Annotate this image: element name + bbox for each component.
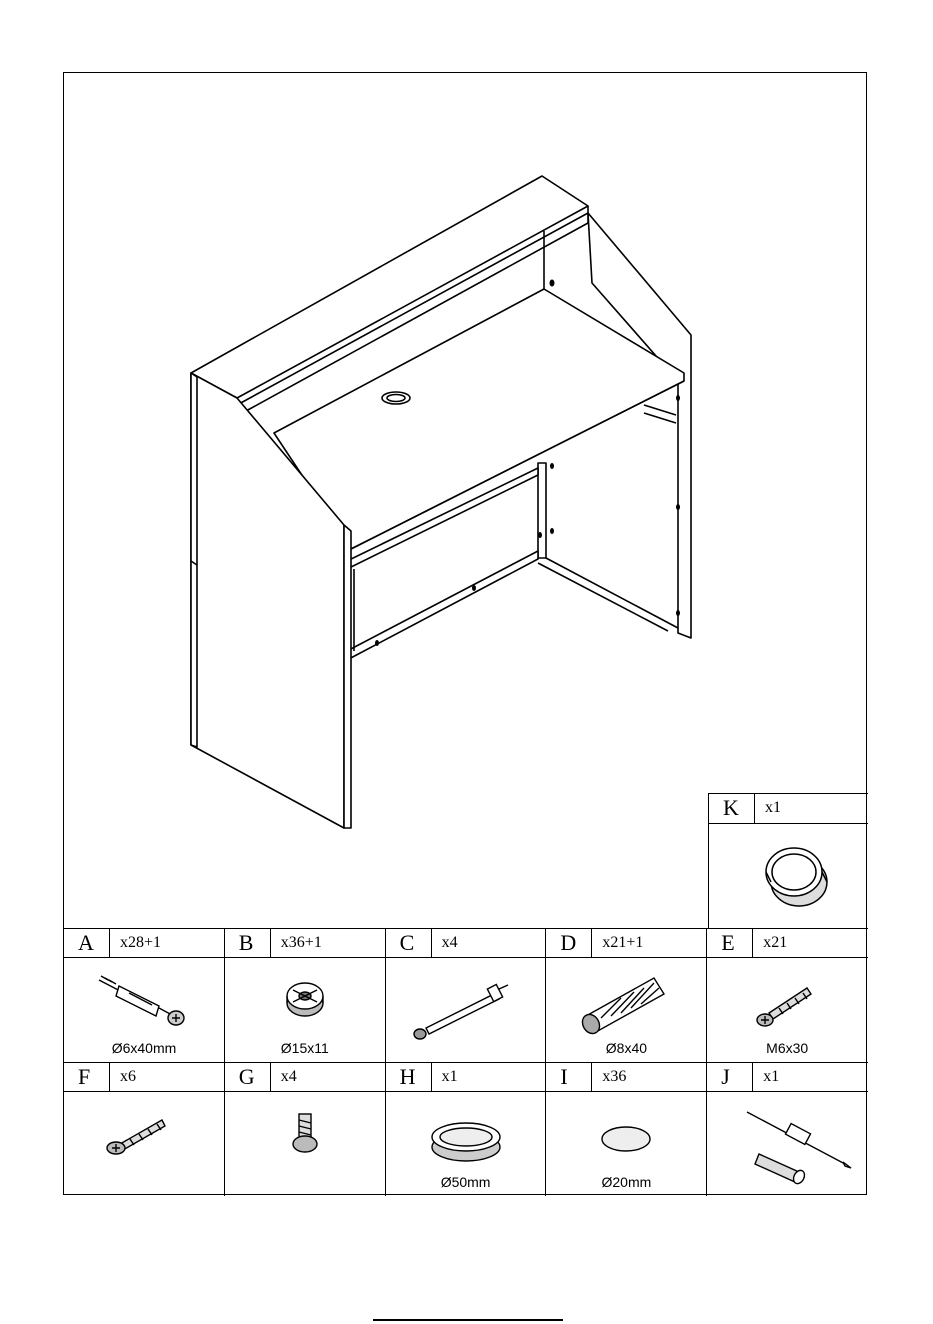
parts-row1-images	[64, 958, 868, 1062]
part-i-cell	[546, 1092, 707, 1196]
part-spec: Ø50mm	[440, 1174, 491, 1190]
part-h-header	[386, 1063, 547, 1091]
part-letter: G	[225, 1063, 271, 1091]
part-e-cell	[707, 958, 868, 1062]
part-f-header	[64, 1063, 225, 1091]
short-screw-icon	[225, 1092, 385, 1196]
part-qty: x36+1	[280, 934, 322, 951]
part-g-header	[225, 1063, 386, 1091]
parts-row1-header	[64, 928, 868, 958]
part-letter: A	[64, 929, 110, 957]
part-g-cell	[225, 1092, 386, 1196]
part-letter: E	[707, 929, 753, 957]
part-spec: Ø20mm	[601, 1174, 652, 1190]
part-e-header	[707, 929, 868, 957]
part-qty: x4	[441, 934, 458, 951]
part-letter: C	[386, 929, 432, 957]
part-b-cell	[225, 958, 386, 1062]
part-b-header	[225, 929, 386, 957]
footer-line	[373, 1319, 563, 1321]
part-qty: x1	[763, 1068, 780, 1085]
part-j-header	[707, 1063, 868, 1091]
part-j-cell	[707, 1092, 868, 1196]
part-c-header	[386, 929, 547, 957]
part-qty: x6	[120, 1068, 136, 1085]
part-spec: Ø8x40	[605, 1040, 648, 1056]
part-letter: D	[546, 929, 592, 957]
part-qty: x4	[280, 1068, 297, 1085]
part-qty: x21+1	[602, 934, 644, 951]
part-letter: H	[386, 1063, 432, 1091]
ring-icon	[709, 824, 867, 928]
instruction-sheet	[63, 72, 867, 1195]
screwdriver-icon	[707, 1092, 867, 1196]
part-k-box	[708, 793, 868, 929]
part-letter: I	[546, 1063, 592, 1091]
connector-bolt-icon	[386, 958, 546, 1062]
part-qty: x21	[763, 934, 788, 951]
part-d-cell	[546, 958, 707, 1062]
part-f-cell	[64, 1092, 225, 1196]
part-spec: M6x30	[766, 1040, 809, 1056]
parts-row2-header	[64, 1062, 868, 1092]
wood-screw-icon	[64, 1092, 224, 1196]
part-i-header	[546, 1063, 707, 1091]
parts-row2-images	[64, 1092, 868, 1196]
part-letter: F	[64, 1063, 110, 1091]
part-spec: Ø6x40mm	[111, 1040, 177, 1056]
part-d-header	[546, 929, 707, 957]
part-qty: x1	[441, 1068, 458, 1085]
part-letter: B	[225, 929, 271, 957]
part-h-cell	[386, 1092, 547, 1196]
part-qty: x28+1	[120, 934, 162, 951]
part-letter: J	[707, 1063, 753, 1091]
part-qty: x36	[602, 1068, 627, 1085]
part-k-letter: K	[709, 794, 755, 823]
part-a-header	[64, 929, 225, 957]
part-c-cell	[386, 958, 547, 1062]
part-spec: Ø15x11	[280, 1040, 329, 1056]
part-k-qty: x1	[765, 799, 781, 816]
part-k-header	[709, 794, 868, 824]
part-a-cell	[64, 958, 225, 1062]
